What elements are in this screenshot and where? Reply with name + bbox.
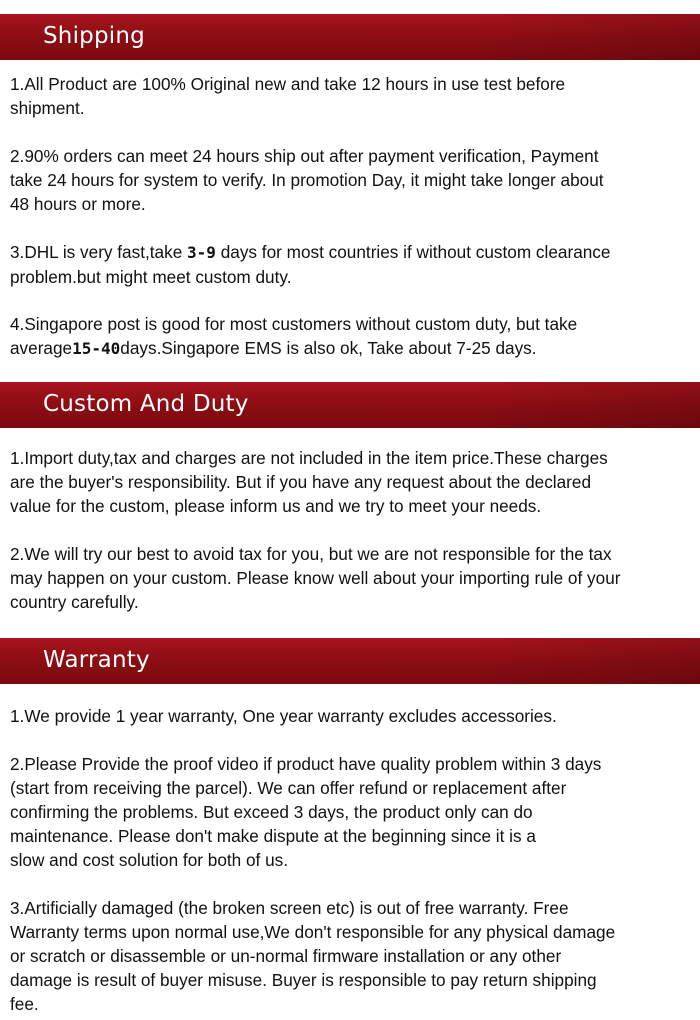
warranty-header-banner <box>0 638 700 684</box>
warranty-header-title: Warranty <box>43 647 150 673</box>
shipping-header-banner <box>0 14 700 60</box>
shipping-header-title: Shipping <box>43 23 145 49</box>
dhl-days-highlight: 3-9 <box>187 243 216 262</box>
shipping-item-3: 3.DHL is very fast,take 3-9 days for most countries if without custom clearance problem.but might meet custom duty. <box>10 242 611 287</box>
shipping-item-1: 1.All Product are 100% Original new and take 12 hours in use test before shipment. <box>10 74 566 118</box>
singapore-post-days-highlight: 15-40 <box>72 339 121 358</box>
warranty-item-1: 1.We provide 1 year warranty, One year warranty excludes accessories. <box>10 706 557 726</box>
shipping-item-2: 2.90% orders can meet 24 hours ship out after payment verification, Payment take 24 hours for system to verify. In promotion Day, it might take longer about 48 hours or more. <box>10 146 604 214</box>
custom-duty-item-1: 1.Import duty,tax and charges are not included in the item price.These charges are the buyer's responsibility. But if you have any request about the declared value for the custom, please inform us and we try to meet your needs. <box>10 448 608 516</box>
custom-duty-item-2: 2.We will try our best to avoid tax for you, but we are not responsible for the tax may happen on your custom. Please know well about your importing rule of your country carefully. <box>10 544 621 612</box>
shipping-item-4: 4.Singapore post is good for most customers without custom duty, but take average15-40days.Singapore EMS is also ok, Take about 7-25 days. <box>10 314 578 358</box>
warranty-item-2: 2.Please Provide the proof video if product have quality problem within 3 days (start from receiving the parcel). We can offer refund or replacement after confirming the problems. But exceed 3 days, the product only can do maintenance. Please don't make dispute at the beginning since it is a slow and cost solution for both of us. <box>10 754 602 870</box>
warranty-item-3: 3.Artificially damaged (the broken screen etc) is out of free warranty. Free Warranty terms upon normal use,We don't responsible for any physical damage or scratch or disassemble or un-normal firmware installation or any other damage is result of buyer misuse. Buyer is responsible to pay return shipping fee. <box>10 898 616 1014</box>
custom-duty-header-title: Custom And Duty <box>43 391 249 417</box>
custom-duty-header-banner <box>0 382 700 428</box>
